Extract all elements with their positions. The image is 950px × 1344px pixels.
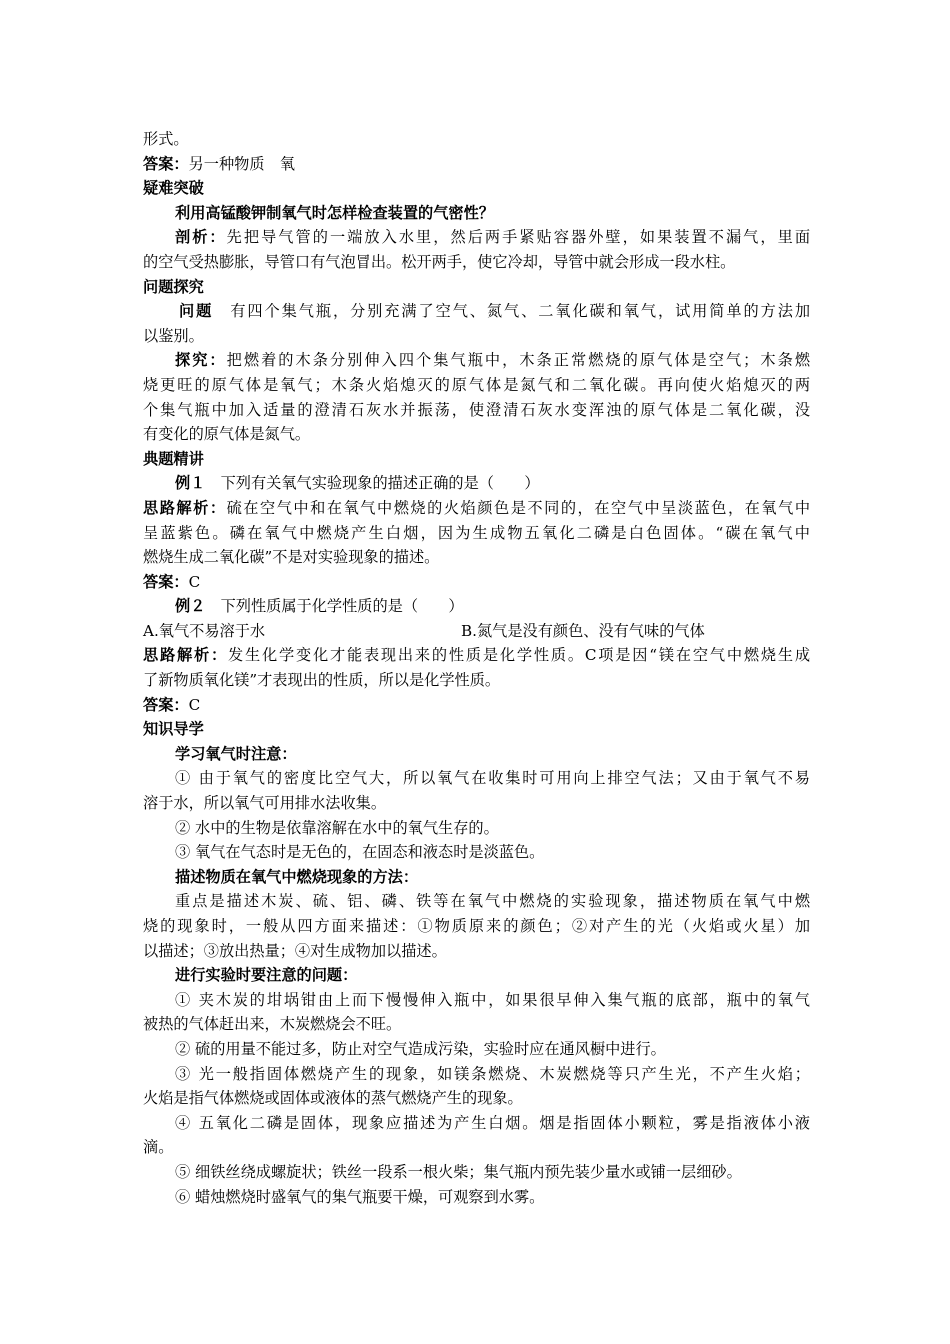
- answer-line: [143, 693, 810, 718]
- example-label: 例２: [175, 597, 206, 616]
- answer-text: C: [188, 572, 201, 591]
- answer-label: 答案：: [143, 572, 189, 591]
- section-heading-zhishi: 知识导学: [143, 720, 204, 739]
- reasoning-line: [143, 496, 810, 521]
- section-heading-wenti: 问题探究: [143, 277, 204, 296]
- section-heading-dianti: 典题精讲: [143, 449, 204, 468]
- note-line: ③ 氧气在气态时是无色的，在固态和液态时是淡蓝色。: [175, 843, 545, 862]
- note-line: ③ 光一般指固体燃烧产生的现象，如镁条燃烧、木炭燃烧等只产生光，不产生火焰；: [175, 1064, 810, 1083]
- analysis-label: 剖析：: [175, 228, 227, 247]
- reasoning-text: 发生化学变化才能表现出来的性质是化学性质。C项是因“镁在空气中燃烧生成: [227, 646, 811, 665]
- option-a: A.氧气不易溶于水: [143, 621, 266, 640]
- reasoning-label: 思路解析：: [143, 498, 227, 517]
- note-line: ① 由于氧气的密度比空气大，所以氧气在收集时可用向上排空气法；又由于氧气不易: [175, 769, 810, 788]
- sub-heading: 进行实验时要注意的问题：: [175, 966, 358, 985]
- note-line: ② 水中的生物是依靠溶解在水中的氧气生存的。: [175, 818, 499, 837]
- analysis-line: 的空气受热膨胀，导管口有气泡冒出。松开两手，使它冷却，导管中就会形成一段水柱。: [143, 252, 736, 271]
- example-text: 下列有关氧气实验现象的描述正确的是（ ）: [205, 474, 540, 493]
- sub-heading: 学习氧气时注意：: [175, 744, 297, 763]
- note-line: 火焰是指气体燃烧或固体或液体的蒸气燃烧产生的现象。: [143, 1089, 523, 1108]
- reasoning-line: [143, 643, 810, 668]
- answer-line: [143, 152, 810, 177]
- note-line: 以描述；③放出热量；④对生成物加以描述。: [143, 941, 447, 960]
- note-line: 烧的现象时，一般从四方面来描述：①物质原来的颜色；②对产生的光（火焰或火星）加: [143, 917, 810, 935]
- note-line: ⑥ 蜡烛燃烧时盛氧气的集气瓶要干燥，可观察到水雾。: [175, 1187, 545, 1206]
- answer-text: 另一种物质 氧: [188, 154, 295, 173]
- answer-label: 答案：: [143, 154, 189, 173]
- example-text: 下列性质属于化学性质的是（ ）: [205, 597, 464, 616]
- note-line: 滴。: [143, 1138, 174, 1157]
- reasoning-line: 了新物质氧化镁”才表现出的性质，所以是化学性质。: [143, 671, 501, 690]
- example-2: [143, 594, 810, 619]
- note-line: ④ 五氧化二磷是固体，现象应描述为产生白烟。烟是指固体小颗粒，雾是指液体小液: [175, 1113, 810, 1132]
- problem-label: 问题: [179, 302, 214, 321]
- reasoning-line: 燃烧生成二氧化碳”不是对实验现象的描述。: [143, 548, 440, 567]
- text-line: [143, 127, 810, 152]
- explore-line: 有变化的原气体是氮气。: [143, 425, 311, 444]
- reasoning-label: 思路解析：: [143, 646, 228, 665]
- explore-line: [143, 348, 810, 373]
- explore-label: 探究：: [175, 351, 227, 370]
- options-row: [143, 619, 810, 644]
- sub-heading: 描述物质在氧气中燃烧现象的方法：: [175, 867, 418, 886]
- option-b: B.氮气是没有颜色、没有气味的气体: [461, 621, 705, 640]
- note-line: 被热的气体赶出来，木炭燃烧会不旺。: [143, 1015, 402, 1034]
- reasoning-text: 硫在空气中和在氧气中燃烧的火焰颜色是不同的，在空气中呈淡蓝色，在氧气中: [226, 498, 811, 517]
- explore-text: 把燃着的木条分别伸入四个集气瓶中，木条正常燃烧的原气体是空气；木条燃: [226, 351, 811, 370]
- reasoning-line: 呈蓝紫色。磷在氧气中燃烧产生白烟，因为生成物五氧化二磷是白色固体。“碳在氧气中: [143, 523, 810, 542]
- section-heading-yinan: 疑难突破: [143, 179, 204, 198]
- document-body: [143, 127, 810, 1209]
- example-label: 例１: [175, 474, 206, 493]
- answer-line: [143, 570, 810, 595]
- example-1: [143, 471, 810, 496]
- note-line: ⑤ 细铁丝绕成螺旋状；铁丝一段系一根火柴；集气瓶内预先装少量水或铺一层细砂。: [175, 1162, 742, 1181]
- question-title: 利用高锰酸钾制氧气时怎样检查装置的气密性？: [175, 203, 494, 222]
- analysis-text: 先把导气管的一端放入水里，然后两手紧贴容器外壁，如果装置不漏气，里面: [226, 228, 811, 247]
- text: 形式。: [143, 130, 189, 148]
- answer-label: 答案：: [143, 695, 189, 714]
- note-line: ② 硫的用量不能过多，防止对空气造成污染，实验时应在通风橱中进行。: [175, 1039, 666, 1058]
- problem-line: 以鉴别。: [143, 326, 204, 345]
- answer-text: C: [188, 695, 201, 714]
- explore-line: 烧更旺的原气体是氧气；木条火焰熄灭的原气体是氮气和二氧化碳。再向使火焰熄灭的两: [143, 375, 810, 394]
- note-line: 溶于水，所以氧气可用排水法收集。: [143, 794, 386, 813]
- explore-line: 个集气瓶中加入适量的澄清石灰水并振荡，使澄清石灰水变浑浊的原气体是二氧化碳，没: [143, 400, 810, 419]
- problem-line: [143, 299, 810, 324]
- note-line: 重点是描述木炭、硫、铝、磷、铁等在氧气中燃烧的实验现象，描述物质在氧气中燃: [175, 892, 810, 911]
- problem-text: 有四个集气瓶，分别充满了空气、氮气、二氧化碳和氧气，试用简单的方法加: [213, 302, 811, 321]
- analysis-line: [143, 225, 810, 250]
- note-line: ① 夹木炭的坩埚钳由上而下慢慢伸入瓶中，如果很早伸入集气瓶的底部，瓶中的氧气: [175, 990, 810, 1009]
